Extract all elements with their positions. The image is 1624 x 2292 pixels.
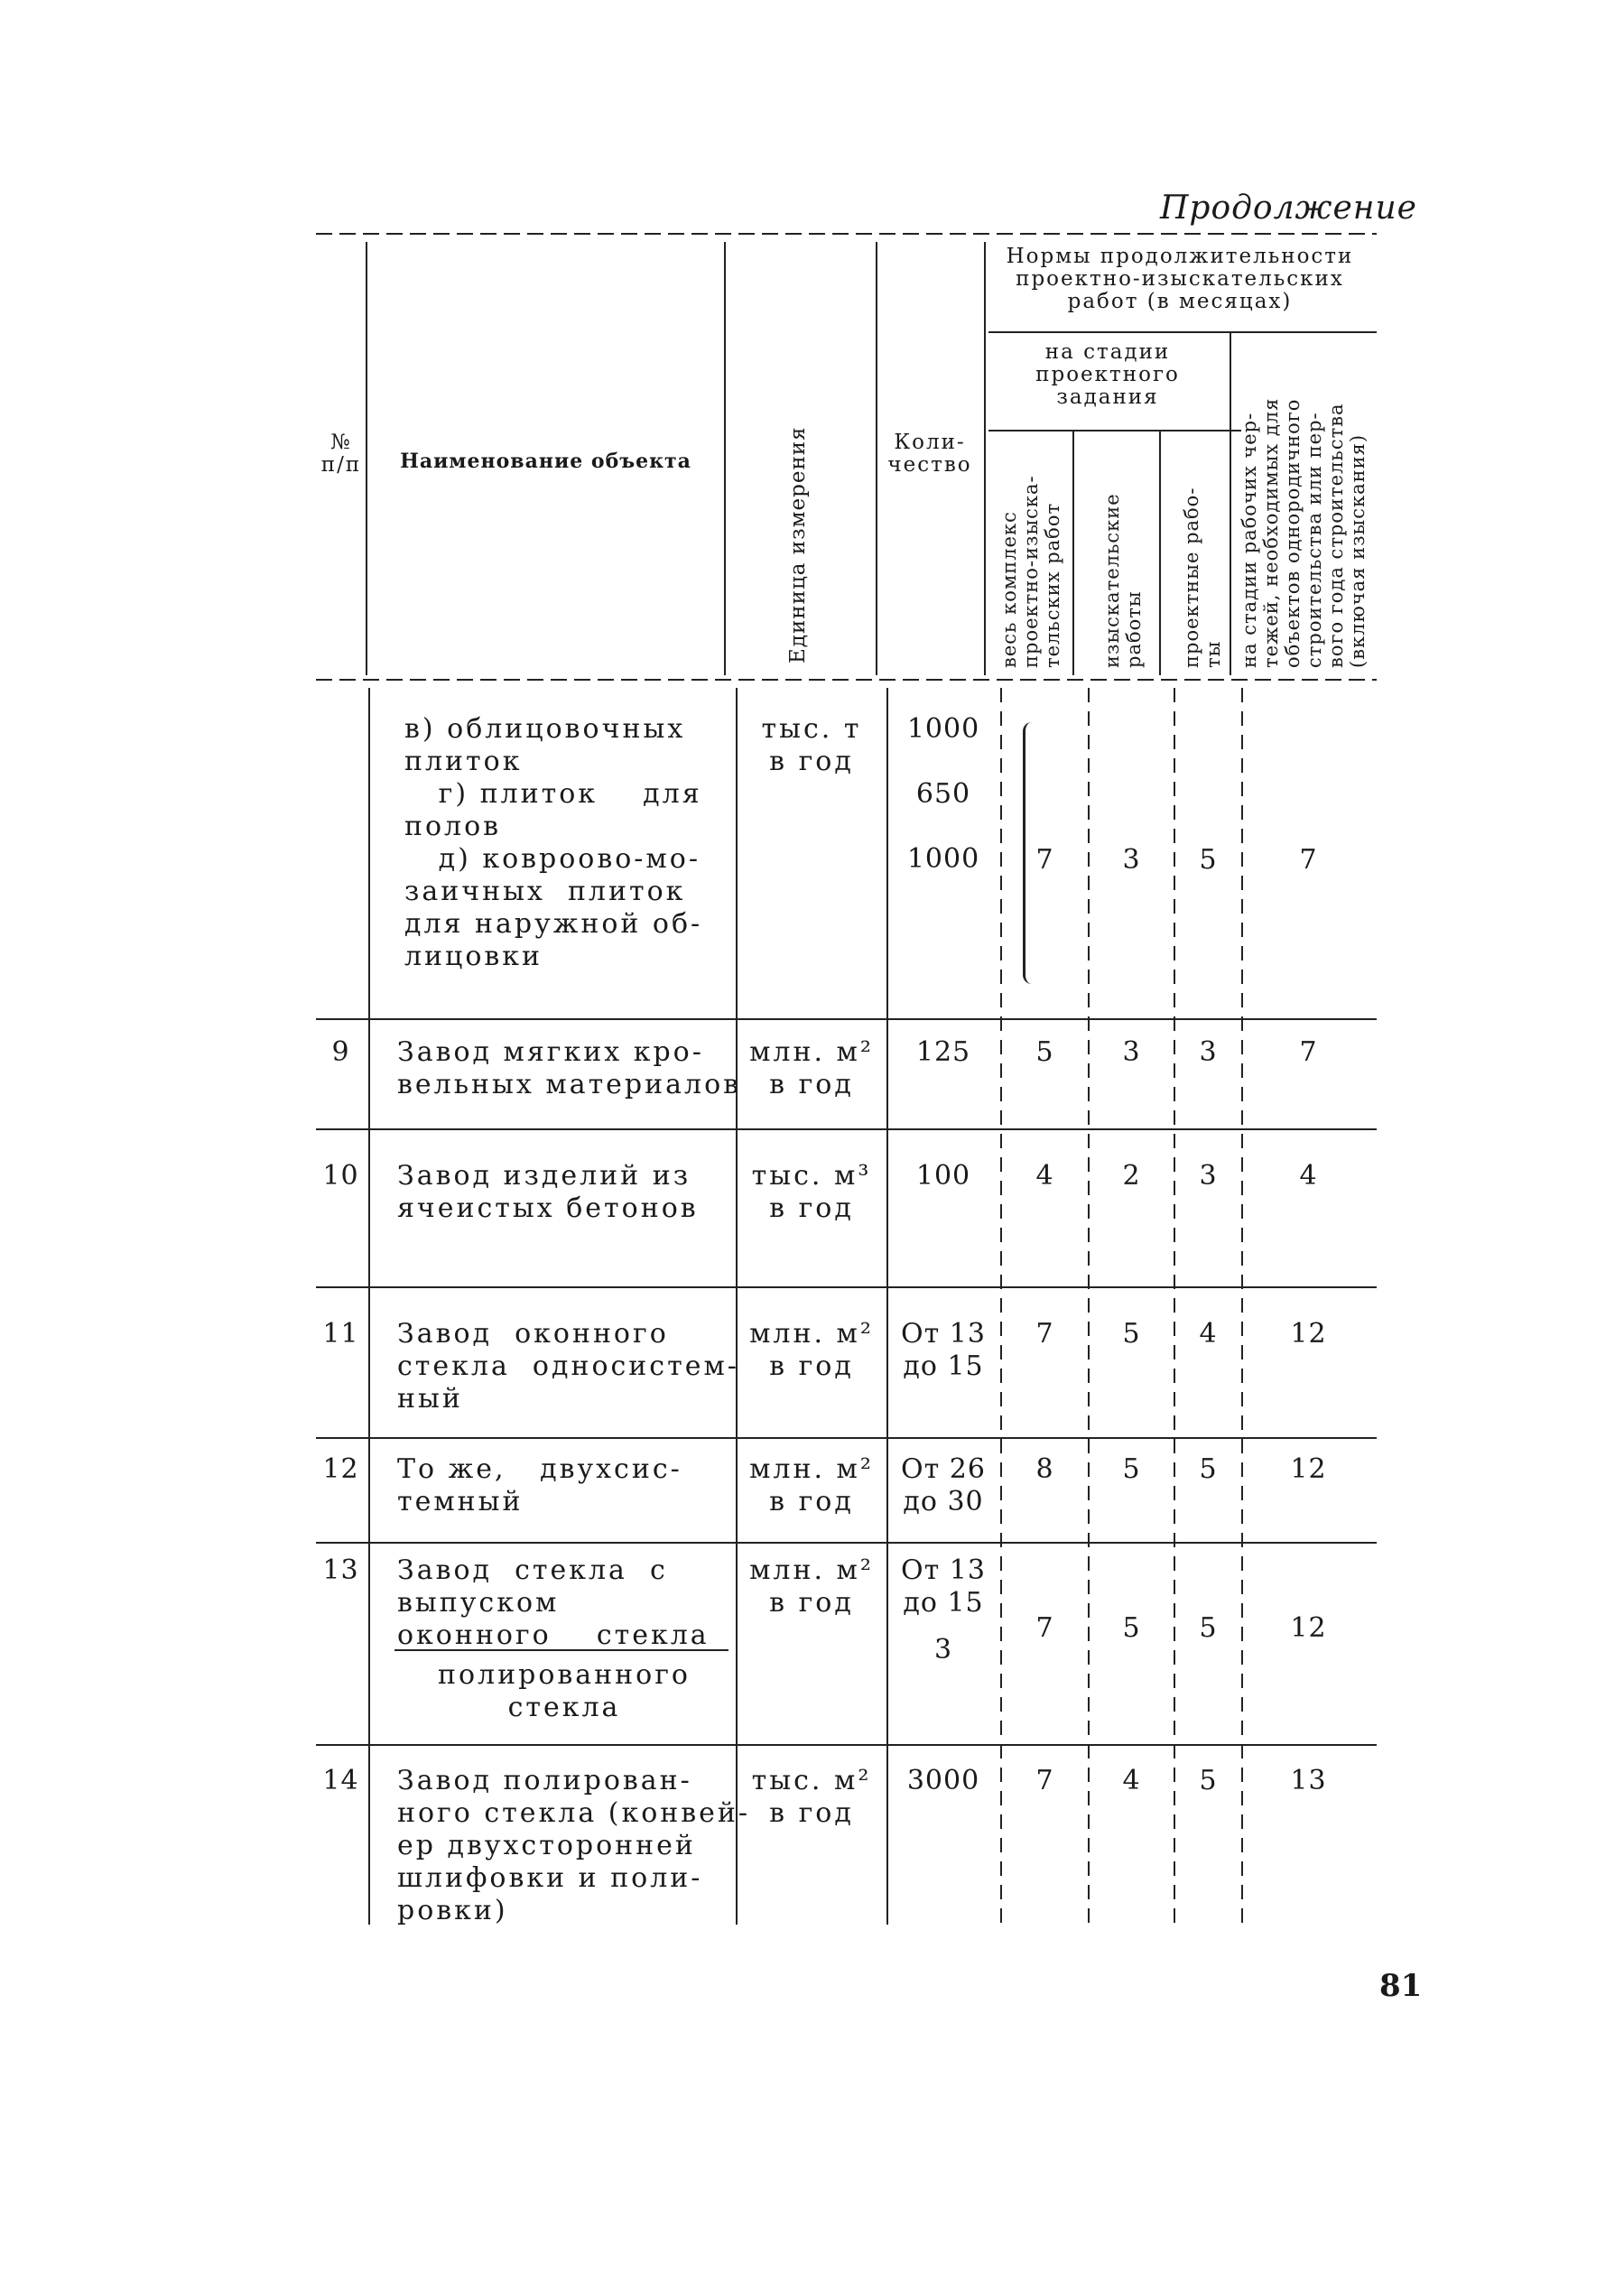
header-col-stage2: на стадии рабочих чер- тежей, необходимых для объектов однородичного строительства или пер- вого года строительства (включая изыскания) (1239, 397, 1369, 668)
row-name: Завод изделий из ячеистых бетонов (397, 1160, 699, 1224)
row-name: Завод полирован- ного стекла (конвей- ер двухсторонней шлифовки и поли- ровки) (397, 1765, 751, 1926)
header-name: Наименование объекта (400, 450, 691, 473)
row-rule (316, 1542, 1377, 1544)
row-design: 5 (1199, 1453, 1218, 1485)
row-all: 7 (1035, 1612, 1054, 1644)
row-qty: 3000 (906, 1765, 980, 1796)
row-stage2: 12 (1290, 1612, 1327, 1644)
row-design: 4 (1199, 1318, 1218, 1350)
row-rule (316, 1744, 1377, 1746)
row-all: 7 (1035, 1318, 1054, 1350)
row-name: Завод мягких кро- вельных материалов (397, 1036, 742, 1100)
col-rule (724, 242, 726, 675)
row-num: 9 (331, 1036, 350, 1068)
row-survey: 5 (1122, 1612, 1141, 1644)
header-norms: Нормы продолжительности проектно-изыскательских работ (в месяцах) (1006, 245, 1354, 313)
row-stage2: 12 (1290, 1453, 1327, 1485)
row-unit: млн. м² в год (749, 1318, 874, 1382)
row-name: Завод стекла с выпуском оконного стекла (397, 1554, 710, 1651)
row-design: 3 (1199, 1160, 1218, 1192)
row-all: 7 (1035, 844, 1054, 876)
row-stage2: 12 (1290, 1318, 1327, 1350)
row-survey: 3 (1122, 844, 1141, 876)
header-col-design: проектные рабо- ты (1181, 487, 1224, 668)
row-design: 5 (1199, 1765, 1218, 1796)
row-stage2: 7 (1299, 844, 1318, 876)
row-rule (316, 1437, 1377, 1439)
row-num: 11 (322, 1318, 359, 1350)
row-qty: 1000 650 1000 (906, 713, 980, 875)
header-qty: Коли- чество (887, 431, 972, 477)
row-name: То же, двухсис- темный (397, 1453, 682, 1517)
row-name: в) облицовочных плиток г) плиток для полов д) ковроово-мо- заичных плиток для наружной об- лицовки (404, 713, 703, 972)
continuation-label: Продолжение (1160, 190, 1417, 227)
row-unit: тыс. м² в год (751, 1765, 872, 1829)
table-top-rule (316, 233, 1377, 235)
row-num: 12 (322, 1453, 359, 1485)
row-rule (316, 1018, 1377, 1020)
row-all: 8 (1035, 1453, 1054, 1485)
row-all: 4 (1035, 1160, 1054, 1192)
row-unit: млн. м² в год (749, 1554, 874, 1619)
row-design: 3 (1199, 1036, 1218, 1068)
col-rule (1230, 331, 1231, 675)
row-design: 5 (1199, 844, 1218, 876)
row-name-sub: полированного стекла (438, 1659, 691, 1723)
header-col-survey: изыскательские работы (1101, 493, 1145, 668)
row-survey: 5 (1122, 1318, 1141, 1350)
row-survey: 5 (1122, 1453, 1141, 1485)
row-num: 10 (322, 1160, 359, 1192)
row-survey: 2 (1122, 1160, 1141, 1192)
row-rule (316, 1286, 1377, 1288)
row-unit: млн. м² в год (749, 1453, 874, 1517)
row-survey: 4 (1122, 1765, 1141, 1796)
row-all: 7 (1035, 1765, 1054, 1796)
header-col-all: весь комплекс проектно-изыска- тельских работ (998, 475, 1063, 668)
header-bottom-rule (316, 679, 1377, 681)
row-qty: От 13 до 15 (901, 1554, 986, 1619)
row-survey: 3 (1122, 1036, 1141, 1068)
row-num: 13 (322, 1554, 359, 1586)
row-qty: От 13 до 15 (901, 1318, 986, 1382)
row-stage2: 13 (1290, 1765, 1327, 1796)
col-rule (1159, 430, 1161, 675)
row-name: Завод оконного стекла односистем- ный (397, 1318, 739, 1415)
page-number: 81 (1379, 1968, 1423, 2004)
row-qty: От 26 до 30 (901, 1453, 986, 1517)
col-rule (368, 688, 370, 1925)
col-rule (736, 688, 738, 1925)
row-design: 5 (1199, 1612, 1218, 1644)
row-all: 5 (1035, 1036, 1054, 1068)
row-num: 14 (322, 1765, 359, 1796)
row-stage2: 4 (1299, 1160, 1318, 1192)
header-unit: Единица измерения (786, 426, 810, 663)
header-num: № п/п (320, 431, 362, 477)
row-unit: тыс. м³ в год (751, 1160, 872, 1224)
row-qty: 125 (915, 1036, 971, 1068)
col-rule (1072, 430, 1074, 675)
row-unit: тыс. т в год (761, 713, 862, 777)
col-rule (886, 688, 888, 1925)
row-qty-sub: 3 (933, 1634, 953, 1666)
row-unit: млн. м² в год (749, 1036, 874, 1100)
header-rule-norms (988, 331, 1377, 333)
header-rule-stage (988, 430, 1241, 431)
header-stage1: на стадии проектного задания (1035, 340, 1180, 409)
row-rule (316, 1128, 1377, 1130)
row-qty: 100 (915, 1160, 971, 1192)
row-stage2: 7 (1299, 1036, 1318, 1068)
